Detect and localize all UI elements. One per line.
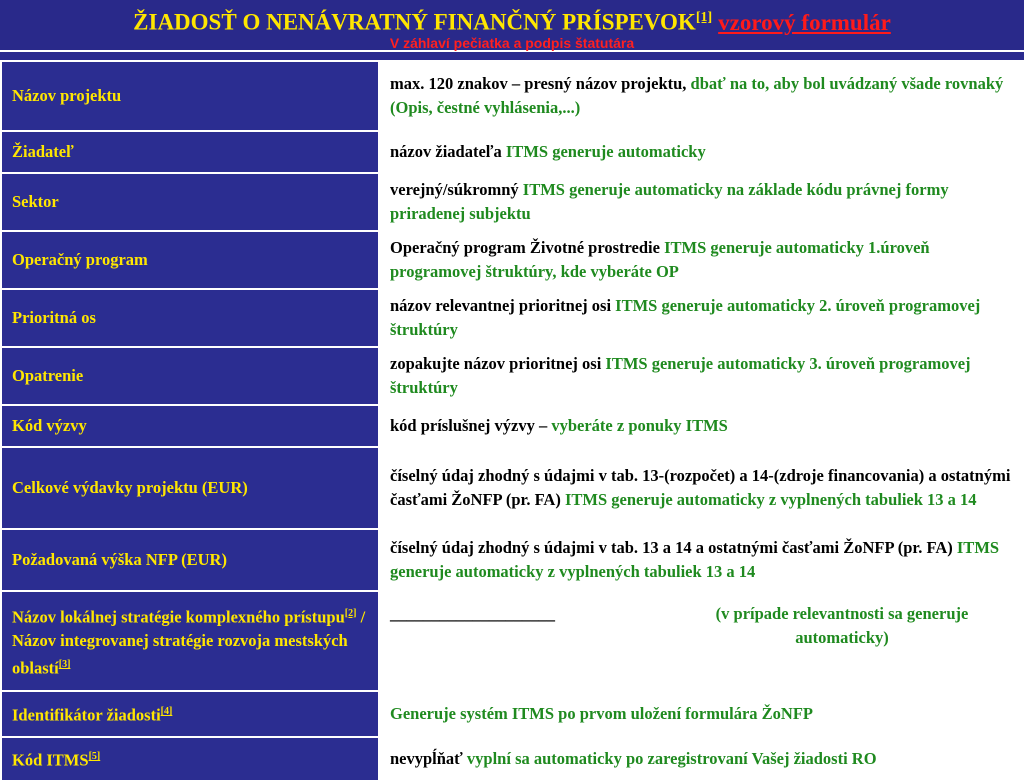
footnote-link[interactable]: [2] xyxy=(344,607,357,619)
label-text: / Názov integrovanej stratégie rozvoja mestských oblastí xyxy=(12,607,366,678)
row-label: Prioritná os xyxy=(1,289,379,347)
row-value xyxy=(379,529,1024,591)
row-label xyxy=(1,737,379,781)
title-footnote-link[interactable]: [1] xyxy=(695,10,713,25)
value-hint: vyplní sa automaticky po zaregistrovaní Vašej žiadosti RO xyxy=(466,749,877,768)
value-hint: ITMS generuje automaticky xyxy=(505,142,706,161)
table-row xyxy=(1,173,1024,231)
table-row xyxy=(1,591,1024,691)
value-hint: dbať na to, aby bol uvádzaný všade rovnaký (Opis, čestné vyhlásenia,...) xyxy=(390,74,1004,117)
table-row xyxy=(1,289,1024,347)
value-text: kód príslušnej výzvy – xyxy=(390,416,552,435)
row-label: Kód výzvy xyxy=(1,405,379,447)
form-subtitle: V záhlaví pečiatka a podpis štatutára xyxy=(389,35,635,51)
row-label xyxy=(1,691,379,737)
value-hint: ITMS generuje automaticky 3. úroveň programovej štruktúry xyxy=(390,354,971,397)
footnote-link[interactable]: [4] xyxy=(160,706,173,718)
row-value xyxy=(379,131,1024,173)
row-label xyxy=(1,591,379,691)
value-text: Operačný program Životné prostredie xyxy=(390,238,665,257)
form-title-text: ŽIADOSŤ O NENÁVRATNÝ FINANČNÝ PRÍSPEVOK xyxy=(133,9,696,35)
value-hint: (v prípade relevantnosti sa generuje automaticky) xyxy=(715,604,969,647)
row-value xyxy=(379,447,1024,529)
table-row xyxy=(1,447,1024,529)
row-label: Požadovaná výška NFP (EUR) xyxy=(1,529,379,591)
row-value xyxy=(379,231,1024,289)
value-hint: ITMS generuje automaticky z vyplnených tabuliek 13 a 14 xyxy=(564,490,977,509)
value-hint: ITMS generuje automaticky na základe kódu právnej formy priradenej subjektu xyxy=(390,180,949,223)
application-form-table xyxy=(0,60,1024,782)
row-label: Sektor xyxy=(1,173,379,231)
table-row xyxy=(1,131,1024,173)
row-value xyxy=(379,347,1024,405)
footnote-link[interactable]: [5] xyxy=(88,751,101,763)
label-text: Názov lokálnej stratégie komplexného prístupu xyxy=(12,607,345,626)
value-text: max. 120 znakov – presný názov projektu, xyxy=(390,74,691,93)
row-label: Celkové výdavky projektu (EUR) xyxy=(1,447,379,529)
label-text: Identifikátor žiadosti xyxy=(12,705,161,725)
form-title xyxy=(0,4,1024,37)
value-text: číselný údaj zhodný s údajmi v tab. 13 a 14 a ostatnými časťami ŽoNFP (pr. FA) xyxy=(390,538,957,557)
table-row xyxy=(1,529,1024,591)
row-label: Operačný program xyxy=(1,231,379,289)
row-label: Opatrenie xyxy=(1,347,379,405)
table-row xyxy=(1,61,1024,131)
value-text: verejný/súkromný xyxy=(390,180,523,199)
label-text: Kód ITMS xyxy=(12,750,89,770)
footnote-link[interactable]: [3] xyxy=(58,659,71,670)
row-value xyxy=(379,289,1024,347)
row-value xyxy=(379,405,1024,447)
value-text: číselný údaj zhodný s údajmi v tab. 13-(rozpočet) a 14-(zdroje financovania) a ostatnými časťami ŽoNFP (pr. FA) xyxy=(390,466,1011,509)
table-row xyxy=(1,405,1024,447)
table-row xyxy=(1,231,1024,289)
template-form-label: vzorový formulár xyxy=(718,9,891,35)
value-hint: vyberáte z ponuky ITMS xyxy=(551,416,728,435)
row-value xyxy=(379,591,1024,691)
value-hint: ITMS generuje automaticky 2. úroveň programovej štruktúry xyxy=(390,296,981,339)
row-value xyxy=(379,61,1024,131)
form-header xyxy=(0,0,1024,52)
table-row xyxy=(1,737,1024,781)
value-hint: ITMS generuje automaticky 1.úroveň programovej štruktúry, kde vyberáte OP xyxy=(390,238,930,281)
row-label: Žiadateľ xyxy=(1,131,379,173)
row-value xyxy=(379,691,1024,737)
table-row xyxy=(1,347,1024,405)
value-text: nevypĺňať xyxy=(390,749,467,768)
value-hint: Generuje systém ITMS po prvom uložení formulára ŽoNFP xyxy=(390,704,813,723)
value-text: zopakujte názov prioritnej osi xyxy=(390,354,606,373)
blank-line: ____________________ xyxy=(390,604,555,623)
value-text: názov žiadateľa xyxy=(390,142,506,161)
value-text: názov relevantnej prioritnej osi xyxy=(390,296,616,315)
table-row xyxy=(1,691,1024,737)
row-value xyxy=(379,737,1024,781)
value-hint: ITMS generuje automaticky z vyplnených tabuliek 13 a 14 xyxy=(390,538,1000,581)
row-label: Názov projektu xyxy=(1,61,379,131)
row-value xyxy=(379,173,1024,231)
